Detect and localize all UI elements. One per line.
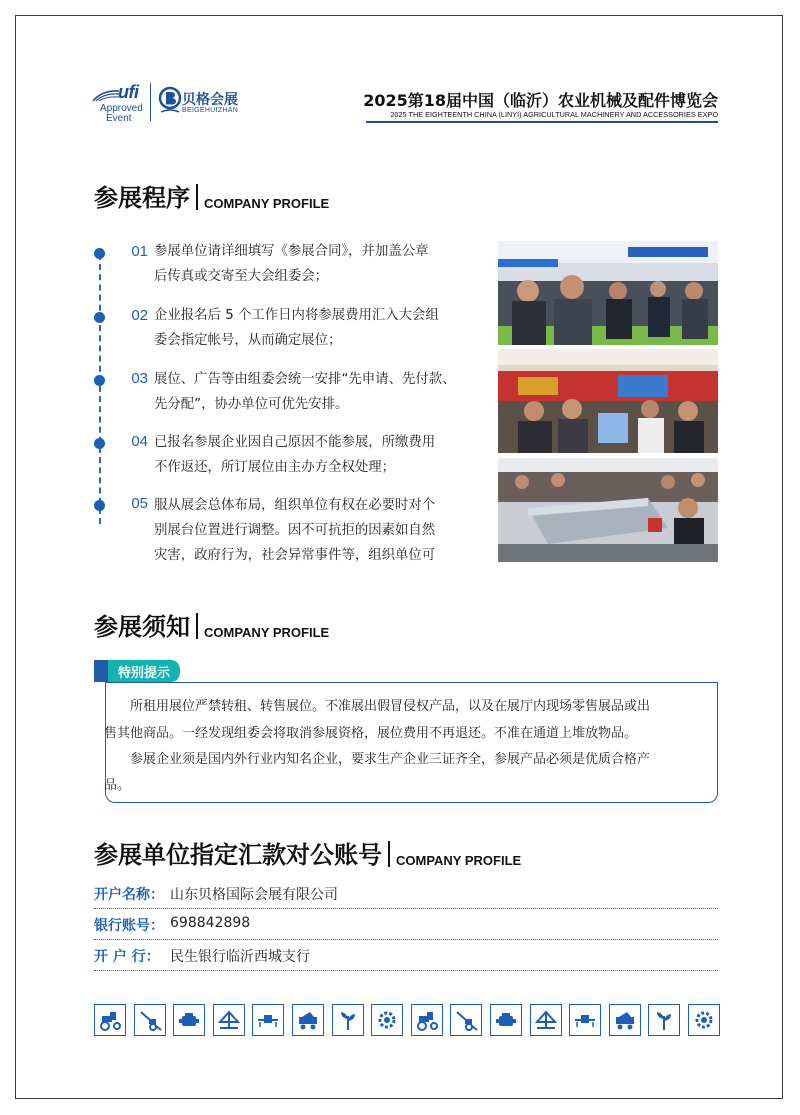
tractor-icon	[411, 1004, 443, 1036]
heading-bar	[196, 184, 198, 210]
step-line: 先分配”，协办单位可优先安排。	[154, 397, 349, 412]
booth-visitors-photo	[498, 349, 718, 453]
ufi-event: Event	[106, 113, 132, 124]
beige-logo-icon	[158, 84, 182, 118]
step-line: 别展台位置进行调整。因不可抗拒的因素如自然	[154, 523, 436, 538]
notice-line: 品。	[104, 778, 131, 793]
account-title: 参展单位指定汇款对公账号	[94, 841, 382, 869]
harvester-icon	[530, 1004, 562, 1036]
step-dot	[94, 375, 105, 386]
step-number: 04	[131, 433, 148, 450]
procedure-subtitle: COMPANY PROFILE	[204, 196, 330, 211]
account-label: 开 户 行：	[94, 949, 160, 965]
account-value: 山东贝格国际会展有限公司	[170, 887, 338, 903]
sprayer-icon	[252, 1004, 284, 1036]
logo-divider	[150, 83, 151, 121]
walking-tractor-icon	[134, 1004, 166, 1036]
procedure-heading	[94, 173, 329, 213]
account-row-bank	[94, 942, 718, 971]
harvester-icon	[213, 1004, 245, 1036]
step-number: 01	[131, 243, 148, 260]
notice-line: 售其他商品。一经发现组委会将取消参展资格，展位费用不再退还。不准在通道上堆放物品。	[104, 726, 638, 741]
organizer-name-en: BEIGEHUIZHAN	[182, 107, 239, 114]
header-rule	[366, 121, 718, 123]
machinery-display-photo	[498, 458, 718, 562]
step-number: 03	[131, 370, 148, 387]
steps-timeline	[99, 254, 101, 524]
account-row-name	[94, 880, 718, 909]
account-label: 银行账号：	[94, 918, 164, 934]
heading-bar	[196, 613, 198, 639]
account-row-number	[94, 911, 718, 940]
step-number: 02	[131, 307, 148, 324]
combine-icon	[609, 1004, 641, 1036]
sprayer-icon	[569, 1004, 601, 1036]
gear-icon	[688, 1004, 720, 1036]
step-text	[154, 239, 470, 289]
step-line: 不作返还，所订展位由主办方全权处理；	[154, 460, 396, 475]
ufi-word: ufi	[118, 82, 139, 102]
step-text	[154, 430, 470, 480]
step-dot	[94, 312, 105, 323]
seedling-icon	[332, 1004, 364, 1036]
step-number: 05	[131, 495, 148, 512]
machinery-icon-strip	[94, 1004, 720, 1036]
notice-subtitle: COMPANY PROFILE	[204, 625, 330, 640]
ufi-logo	[92, 82, 152, 124]
organizer-name-cn: 贝格会展	[182, 92, 238, 108]
tractor-icon	[94, 1004, 126, 1036]
expo-title-cn: 2025第18届中国（临沂）农业机械及配件博览会	[363, 91, 718, 110]
notice-line: 参展企业须是国内外行业内知名企业，要求生产企业三证齐全，参展产品必须是优质合格产	[130, 752, 651, 767]
heading-bar	[388, 841, 390, 867]
walking-tractor-icon	[450, 1004, 482, 1036]
step-line: 后传真或交寄至大会组委会；	[154, 269, 329, 284]
engine-icon	[173, 1004, 205, 1036]
notice-paragraph	[104, 772, 716, 799]
engine-icon	[490, 1004, 522, 1036]
step-dot	[94, 438, 105, 449]
step-line: 服从展会总体布局，组织单位有权在必要时对个	[154, 498, 436, 513]
ufi-approved: Approved	[100, 103, 143, 114]
step-text	[154, 493, 470, 568]
notice-line: 所租用展位严禁转租、转售展位。不准展出假冒侵权产品，以及在展厅内现场零售展品或出	[130, 699, 651, 714]
notice-paragraph	[104, 693, 716, 720]
account-heading	[94, 830, 521, 870]
step-line: 灾害，政府行为，社会异常事件等，组织单位可	[154, 548, 436, 563]
account-subtitle: COMPANY PROFILE	[396, 853, 522, 868]
notice-paragraph	[104, 746, 716, 773]
seedling-icon	[648, 1004, 680, 1036]
step-text	[154, 303, 470, 353]
account-value: 民生银行临沂西城支行	[170, 949, 310, 965]
notice-tab-label: 特别提示	[118, 666, 171, 681]
account-value: 698842898	[170, 915, 251, 931]
ufi-swoosh-icon	[92, 88, 120, 102]
step-dot	[94, 248, 105, 259]
exhibition-crowd-photo	[498, 241, 718, 345]
step-line: 已报名参展企业因自己原因不能参展，所缴费用	[154, 435, 436, 450]
combine-icon	[292, 1004, 324, 1036]
expo-title-en: 2025 THE EIGHTEENTH CHINA (LINYI) AGRICULTURAL MACHINERY AND ACCESSORIES EXPO	[390, 110, 718, 119]
step-line: 参展单位请详细填写《参展合同》，并加盖公章	[154, 244, 429, 259]
step-line: 展位、广告等由组委会统一安排“先申请、先付款、	[154, 372, 456, 387]
notice-title: 参展须知	[94, 613, 190, 641]
notice-heading	[94, 602, 329, 642]
procedure-title: 参展程序	[94, 184, 190, 212]
notice-paragraph	[104, 720, 716, 747]
gear-icon	[371, 1004, 403, 1036]
step-dot	[94, 500, 105, 511]
step-line: 企业报名后 5 个工作日内将参展费用汇入大会组	[154, 308, 439, 323]
step-text	[154, 367, 470, 417]
account-label: 开户名称：	[94, 887, 164, 903]
step-line: 委会指定帐号，从而确定展位；	[154, 333, 342, 348]
